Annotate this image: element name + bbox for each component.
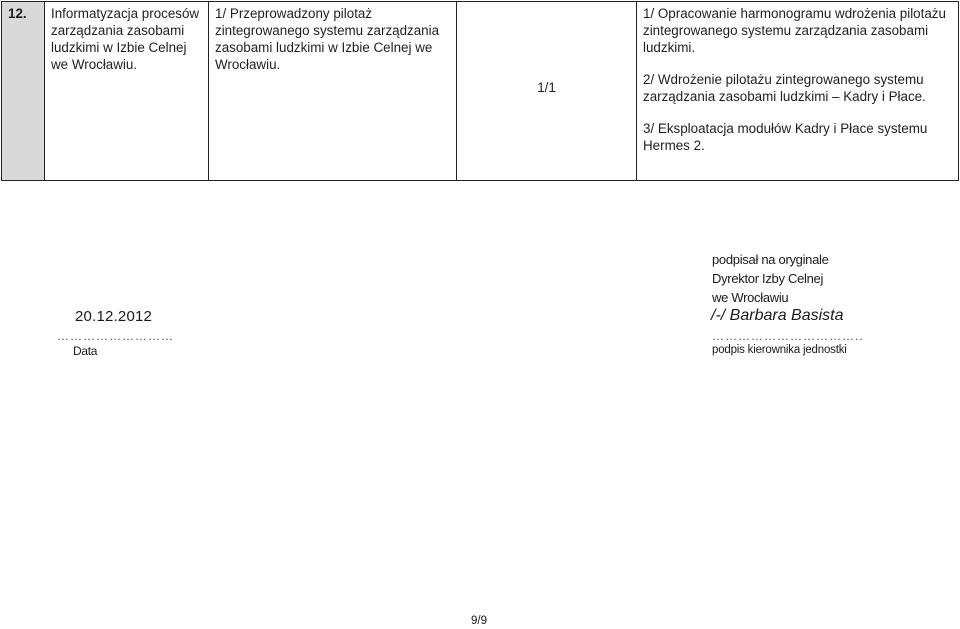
row-number: 12.: [2, 2, 45, 181]
action-plan-table: [1, 1, 959, 181]
signer-location: we Wrocławiu: [712, 290, 789, 305]
completed-task-cell: 1/ Przeprowadzony pilotaż zintegrowanego systemu zarządzania zasobami ludzkimi w Izbie Celnej we Wrocławiu.: [209, 2, 457, 181]
date-label: Data: [73, 344, 98, 358]
actions-cell: [637, 2, 959, 181]
signature-dotted-line: ……………………………..: [712, 329, 864, 343]
signer-title: Dyrektor Izby Celnej: [712, 271, 824, 286]
table-row: [2, 2, 959, 181]
signer-name: /-/ Barbara Basista: [711, 307, 844, 324]
date-dotted-line: ………………………: [57, 329, 174, 343]
process-name-cell: Informatyzacja procesów zarządzania zasobami ludzkimi w Izbie Celnej we Wrocławiu.: [45, 2, 209, 181]
action-item-3: 3/ Eksploatacja modułów Kadry i Płace systemu Hermes 2.: [643, 121, 928, 153]
page-number: 9/9: [471, 615, 487, 627]
signature-label: podpis kierownika jednostki: [712, 344, 847, 356]
date-value: 20.12.2012: [75, 308, 153, 325]
action-item-2: 2/ Wdrożenie pilotażu zintegrowanego systemu zarządzania zasobami ludzkimi – Kadry i Płace.: [643, 72, 926, 104]
ratio-cell: 1/1: [457, 2, 637, 181]
signed-note: podpisał na oryginale: [712, 252, 829, 267]
action-item-1: 1/ Opracowanie harmonogramu wdrożenia pilotażu zintegrowanego systemu zarządzania zasobami ludzkimi.: [643, 6, 946, 55]
